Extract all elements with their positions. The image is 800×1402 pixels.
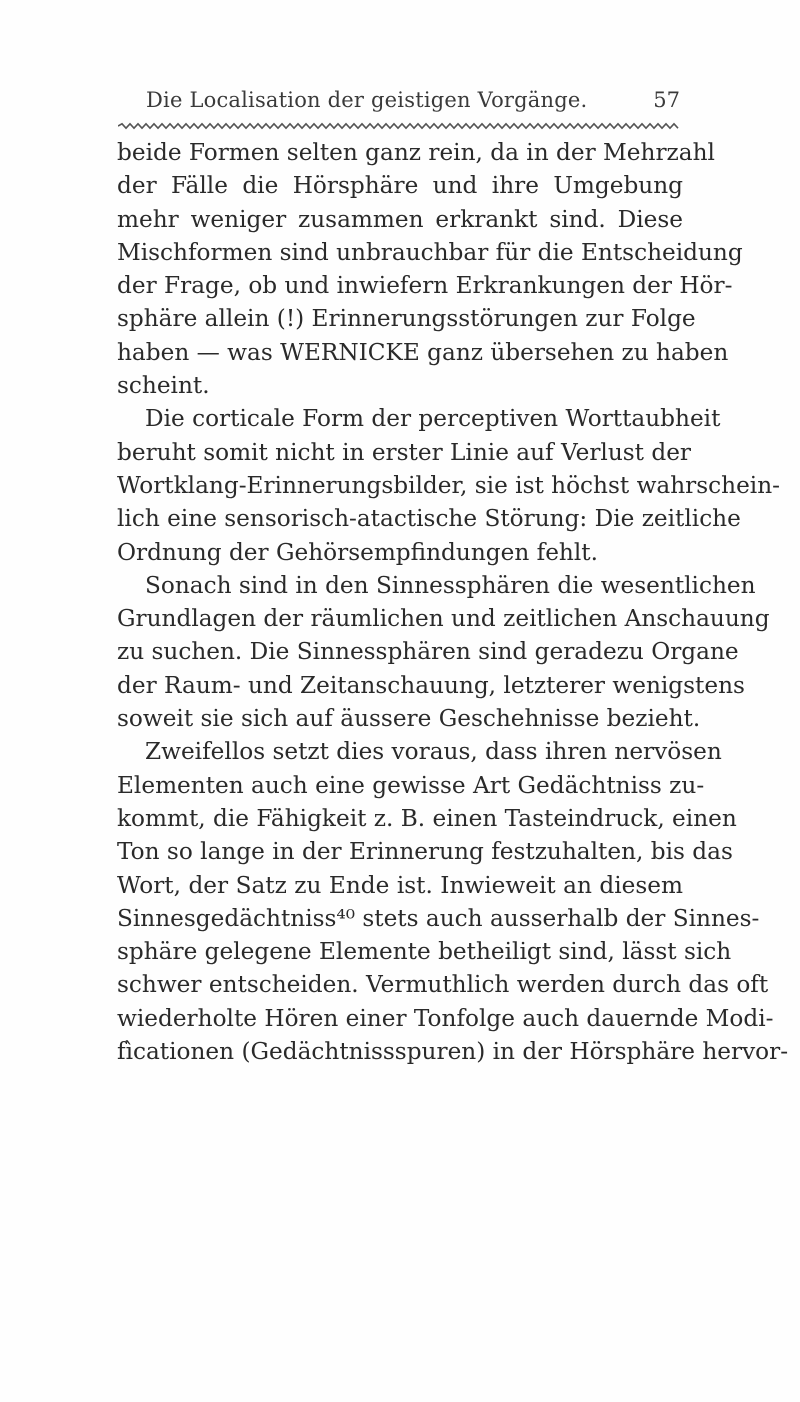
text-line: wiederholte Hören einer Tonfolge auch dauernde Modi- (117, 1004, 774, 1032)
text-line: der Raum- und Zeitanschauung, letzterer wenigstens (117, 671, 745, 699)
text-line: sphäre gelegene Elemente betheiligt sind, lässt sich (117, 938, 732, 966)
text-line: mehr weniger zusammen erkrankt sind. Diese (117, 205, 683, 233)
text-line: Sinnesgedächtniss⁴⁰ stets auch ausserhalb der Sinnes- (117, 904, 760, 932)
text-line: Zweifellos setzt dies voraus, dass ihren nervösen (145, 738, 722, 766)
text-line: Mischformen sind unbrauchbar für die Entscheidung (117, 238, 743, 266)
text-line: zu suchen. Die Sinnessphären sind geradezu Organe (117, 638, 739, 666)
text-line: Sonach sind in den Sinnessphären die wesentlichen (145, 571, 756, 599)
text-line: lich eine sensorisch-atactische Störung: Die zeitliche (117, 505, 741, 533)
body-text (117, 136, 789, 1068)
text-line: Die corticale Form der perceptiven Worttaubheit (145, 405, 721, 433)
text-line: Elementen auch eine gewisse Art Gedächtniss zu- (117, 771, 705, 799)
text-line: soweit sie sich auf äussere Geschehnisse bezieht. (117, 705, 701, 733)
text-line: fìcationen (Gedächtnissspuren) in der Hörsphäre hervor- (117, 1038, 789, 1066)
text-line: scheint. (117, 372, 210, 400)
running-head (120, 84, 680, 118)
text-line: beruht somit nicht in erster Linie auf Verlust der (117, 438, 692, 466)
text-line: beide Formen selten ganz rein, da in der Mehrzahl (117, 139, 715, 166)
text-line: Grundlagen der räumlichen und zeitlichen Anschauung (117, 605, 770, 633)
text-line: haben — was WERNICKE ganz übersehen zu haben (117, 338, 729, 366)
text-line: der Frage, ob und inwiefern Erkrankungen der Hör- (117, 272, 733, 300)
text-line: Wort, der Satz zu Ende ist. Inwieweit an diesem (117, 871, 683, 899)
text-line: Wortklang-Erinnerungsbilder, sie ist höchst wahrschein- (117, 471, 780, 499)
text-line: der Fälle die Hörsphäre und ihre Umgebung (117, 172, 683, 200)
text-line: sphäre allein (!) Erinnerungsstörungen zur Folge (117, 305, 696, 333)
text-line: schwer entscheiden. Vermuthlich werden durch das oft (117, 971, 769, 999)
text-line: Ton so lange in der Erinnerung festzuhalten, bis das (117, 838, 733, 866)
page-number: 57 (653, 88, 680, 112)
running-head-title: Die Localisation der geistigen Vorgänge. (146, 88, 588, 112)
wavy-rule (118, 122, 680, 130)
text-line: kommt, die Fähigkeit z. B. einen Tasteindruck, einen (117, 804, 737, 832)
text-line: Ordnung der Gehörsempfindungen fehlt. (117, 538, 598, 566)
